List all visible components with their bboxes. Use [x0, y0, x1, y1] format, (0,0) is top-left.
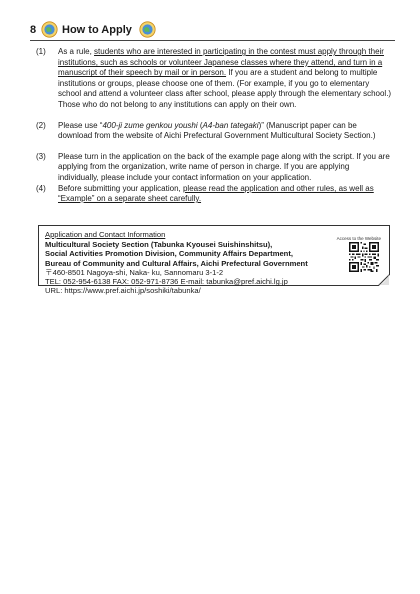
contact-info-box	[38, 225, 390, 296]
qr-caption: Access to the Website	[336, 236, 381, 241]
postal-address: 〒460-8501 Nagoya-shi, Naka- ku, Sannomaru 3-1-2	[45, 267, 224, 277]
item-text: )” (Manuscript paper can be download from the website of Aichi Prefectural Government Multicultural Society Section.)	[58, 120, 376, 141]
org-name-line: Multicultural Society Section (Tabunka Kyousei Suishinshitsu),	[45, 240, 273, 249]
item-underlined-text: please read the application and other rules, as well as “Example” on a separate sheet carefully.	[58, 183, 374, 204]
list-item	[36, 47, 392, 111]
instructions-list	[36, 47, 392, 205]
website-url[interactable]: URL: https://www.pref.aichi.jp/soshiki/tabunka/	[45, 286, 201, 296]
item-text: (	[197, 120, 203, 130]
item-number: (2)	[36, 120, 46, 130]
qr-code-icon[interactable]	[349, 242, 379, 272]
globe-emblem-icon	[139, 21, 156, 38]
list-item	[36, 184, 392, 205]
header-rule	[30, 40, 395, 41]
item-number: (4)	[36, 183, 46, 193]
list-item	[36, 121, 392, 142]
page-header	[30, 21, 395, 43]
section-heading: How to Apply	[62, 24, 132, 36]
org-name-line: Social Activities Promotion Division, Community Affairs Department,	[45, 249, 293, 259]
page-fold-corner	[378, 274, 390, 286]
item-text: Please turn in the application on the back of the example page along with the script. If you are applying from the organization, write name of person in charge. If you are applying individually, please include your contact information on your application.	[58, 151, 390, 182]
globe-emblem-icon	[41, 21, 58, 38]
item-italic-text: 400-ji zume genkou youshi	[102, 120, 198, 130]
item-text: If you are a student and belong to multiple institutions or groups, please choose one of them. (For example, if you go to elementary school and attend a volunteer class after school, please apply through the elementary school.)	[58, 68, 392, 99]
contact-details	[45, 240, 345, 296]
item-number: (1)	[36, 47, 46, 56]
item-text: Please use “	[58, 120, 103, 130]
page-number: 8	[30, 24, 37, 36]
org-name-line: Bureau of Community and Cultural Affairs, Aichi Prefectural Government	[45, 258, 308, 268]
item-note: Those who do not belong to any institutions can apply on their own.	[58, 99, 297, 109]
phone-fax-email: TEL: 052-954-6138 FAX: 052-971-8736 E-mail: tabunka@pref.aichi.lg.jp	[45, 277, 288, 287]
contact-box-title: Application and Contact Information	[45, 230, 166, 239]
item-italic-text: A4-ban tategaki	[202, 120, 259, 130]
item-text: As a rule,	[58, 47, 95, 56]
item-text: Before submitting your application,	[58, 183, 183, 193]
item-number: (3)	[36, 151, 46, 161]
list-item	[36, 152, 392, 184]
item-underlined-text: students who are interested in participating in the contest must apply through their institutions, such as schools or volunteer Japanese classes where they attend, and turn in a manuscript of their speech by mail or in person.	[58, 47, 384, 78]
